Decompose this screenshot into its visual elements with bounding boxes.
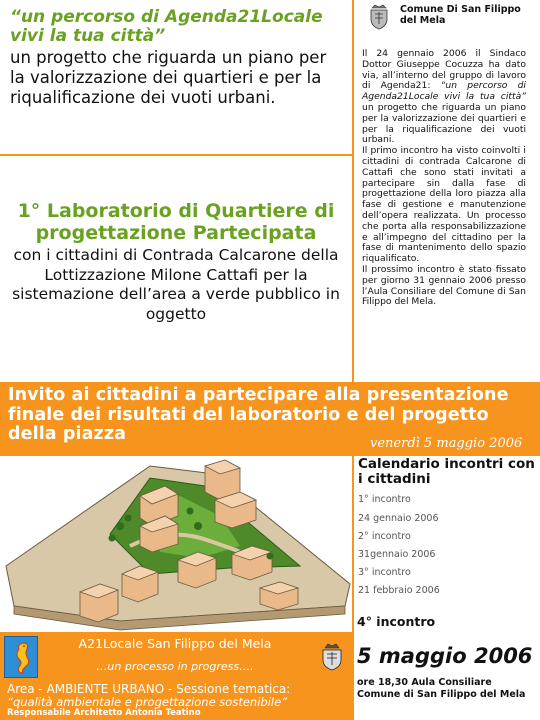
laboratory-panel	[0, 156, 354, 382]
final-meeting-time: ore 18,30 Aula Consiliare	[357, 677, 492, 688]
laboratory-description: con i cittadini di Contrada Calcarone della Lottizzazione Milone Cattafi per la sistemazione dell’area a verde pubblico in oggetto	[12, 246, 340, 323]
article-paragraph	[362, 49, 526, 146]
final-meeting-date: 5 maggio 2006	[357, 644, 533, 668]
seahorse-logo-icon	[4, 636, 38, 678]
thematic-session: “qualità ambientale e progettazione sostenibile”	[7, 695, 288, 709]
meeting-label: 2° incontro	[358, 531, 411, 542]
organization-motto: …un processo in progress….	[96, 660, 254, 673]
article-paragraph: Il prossimo incontro è stato fissato per giorno 31 gennaio 2006 presso l’Aula Consiliare del Comune di San Filippo del Mela.	[362, 263, 526, 308]
meeting-label: 1° incontro	[358, 494, 411, 505]
final-meeting-place: Comune di San Filippo del Mela	[357, 689, 526, 700]
invitation-date: venerdì 5 maggio 2006	[370, 436, 523, 451]
municipal-crest-icon	[368, 4, 390, 30]
article-text: un progetto che riguarda un piano per la valorizzazione dei quartieri e per la riqualificazione dei vuoti urbani.	[362, 101, 526, 146]
article-text: Il 24 gennaio 2006 il Sindaco Dottor Giuseppe Cocuzza ha dato via, all’interno del gruppo di lavoro di Agenda21:	[362, 48, 526, 92]
final-meeting-label: 4° incontro	[357, 614, 436, 629]
calendar-title: Calendario incontri con i cittadini	[358, 456, 535, 487]
responsible-person: Responsabile Architetto Antonia Teatino	[7, 708, 201, 718]
thematic-area: Area - AMBIENTE URBANO - Sessione tematica:	[7, 682, 291, 696]
intro-panel	[0, 0, 354, 156]
final-meeting-details	[357, 677, 539, 701]
site-plan-rendering	[0, 456, 354, 632]
meeting-date: 31gennaio 2006	[358, 549, 436, 560]
municipality-name: Comune Di San Filippo del Mela	[400, 4, 521, 26]
laboratory-title: 1° Laboratorio di Quartiere di progettazione Partecipata	[17, 200, 335, 244]
meeting-date: 21 febbraio 2006	[358, 585, 440, 596]
organization-name: A21Locale San Filippo del Mela	[78, 636, 272, 651]
meeting-date: 24 gennaio 2006	[358, 513, 439, 524]
article-paragraph: Il primo incontro ha visto coinvolti i cittadini di contrada Calcarone di Cattafi che sono stati invitati a partecipare sin dalla fase di progettazione della loro piazza alla fase di gestione e manutenzione dell’opera realizzata. Un processo che porta alla responsabilizzazione e all’impegno del cittadino per la fase di mantenimento dello spazio riqualificato.	[362, 145, 526, 265]
meeting-label: 3° incontro	[358, 567, 411, 578]
article-quote: “un percorso di Agenda21Locale vivi la tua città”	[362, 80, 526, 103]
invitation-title: Invito ai cittadini a partecipare alla presentazione finale dei risultati del laboratorio e del progetto della piazza	[8, 385, 509, 444]
project-description: un progetto che riguarda un piano per la valorizzazione dei quartieri e per la riqualificazione dei vuoti urbani.	[10, 48, 327, 107]
project-slogan: “un percorso di Agenda21Locale vivi la tua città”	[10, 7, 323, 46]
news-article	[362, 49, 526, 308]
municipal-crest-icon	[320, 643, 344, 671]
